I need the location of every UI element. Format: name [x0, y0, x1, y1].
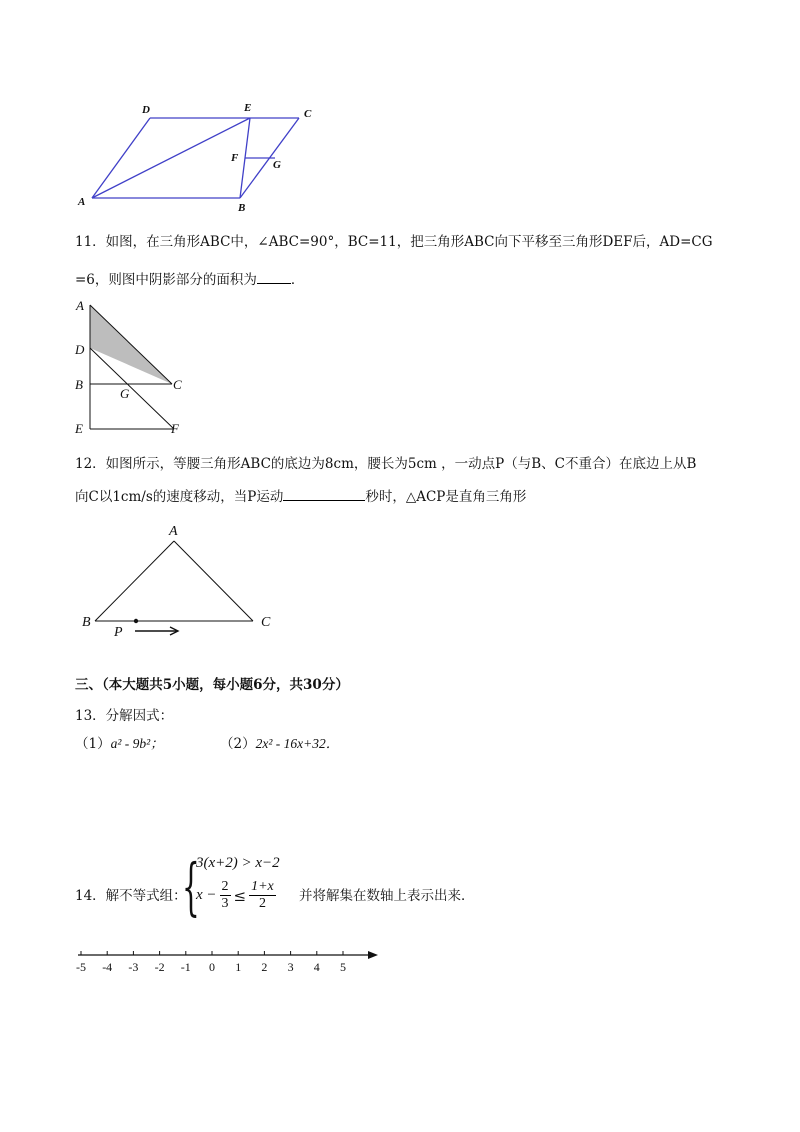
number-line-label: -1 [180, 960, 191, 974]
fig11-label-G: G [120, 386, 130, 401]
number-line-label: 0 [209, 960, 215, 974]
q12-line1 [75, 454, 696, 474]
q14-inequality-2 [196, 879, 276, 912]
number-line-label: -5 [76, 960, 86, 974]
number-line-label: 1 [235, 960, 242, 974]
parallelogram-figure [70, 95, 340, 220]
q11-line2-pre: =6，则图中阴影部分的面积为 [75, 272, 257, 288]
number-line-label: -3 [128, 960, 139, 974]
q11-line2-post: ． [290, 272, 305, 288]
q14-fraction-2 [249, 879, 276, 912]
q13-parts [75, 734, 340, 754]
q13-part1-expr: a² - 9b²； [110, 736, 164, 751]
label-G: G [273, 159, 281, 171]
fig12-label-P: P [114, 625, 123, 640]
q14-le-sign: ≤ [233, 886, 247, 905]
q14-frac1-num: 2 [221, 879, 229, 894]
fig11-label-B: B [75, 377, 83, 392]
isosceles-triangle-figure [75, 520, 285, 645]
number-line-label: 5 [340, 960, 346, 974]
label-C: C [304, 108, 312, 120]
fig12-label-B: B [82, 615, 91, 630]
q13-part1-label: （1） [75, 736, 111, 752]
q12-line1-text: 12．如图所示，等腰三角形ABC的底边为8cm，腰长为5cm ，一动点P（与B、C不重合）在底边上从B [75, 456, 697, 472]
fig11-label-A: A [76, 298, 84, 313]
q11-line1 [75, 232, 713, 252]
number-line-label: 4 [313, 960, 320, 974]
q14-frac2-den: 2 [258, 896, 266, 911]
q14-fraction-1 [220, 879, 231, 912]
q12-answer-blank[interactable] [283, 486, 365, 501]
q14-frac2-num: 1+x [251, 879, 274, 894]
fig12-label-C: C [261, 615, 271, 630]
number-line-label: -2 [154, 960, 165, 974]
fig11-label-F: F [171, 421, 179, 436]
q13-part2 [220, 734, 339, 754]
q13-part2-expr: 2x² - 16x+32． [255, 736, 340, 751]
q11-line2 [75, 269, 304, 290]
label-F: F [231, 152, 239, 164]
q14-system-brace: { [182, 850, 200, 923]
q13-title: 13．分解因式： [75, 708, 174, 724]
translation-figure [70, 298, 200, 438]
q14-inequality-1: 3(x+2) > x−2 [196, 855, 280, 871]
fig11-label-C: C [173, 377, 182, 392]
q11-answer-blank[interactable] [257, 269, 291, 284]
number-line-label: 2 [261, 960, 268, 974]
label-A: A [78, 196, 86, 208]
q11-line1-text: 11．如图，在三角形ABC中，∠ABC=90°，BC=11，把三角形ABC向下平移至三角形DEF后，AD=CG [75, 234, 713, 250]
q14-ineq2-x: x − [196, 887, 217, 903]
section-3-title: 三、（本大题共5小题，每小题6分，共30分） [75, 677, 349, 693]
number-line-label: -4 [102, 960, 113, 974]
q14-prefix: 14．解不等式组： [75, 888, 187, 904]
fig12-label-A: A [169, 524, 178, 539]
q14-frac1-den: 3 [221, 896, 229, 911]
fig11-label-E: E [75, 421, 83, 436]
q12-line2-pre: 向C以1cm/s的速度移动，当P运动 [75, 489, 284, 505]
label-B: B [238, 202, 246, 214]
q12-line2-post: 秒时，△ACP是直角三角形 [365, 489, 527, 505]
number-line-label: 3 [287, 960, 294, 974]
label-E: E [244, 102, 252, 114]
fig11-label-D: D [75, 342, 85, 357]
q13-part2-label: （2） [220, 736, 256, 752]
number-line [72, 944, 392, 980]
q12-line2 [75, 486, 526, 507]
q14-suffix: 并将解集在数轴上表示出来． [299, 888, 475, 904]
label-D: D [142, 104, 150, 116]
